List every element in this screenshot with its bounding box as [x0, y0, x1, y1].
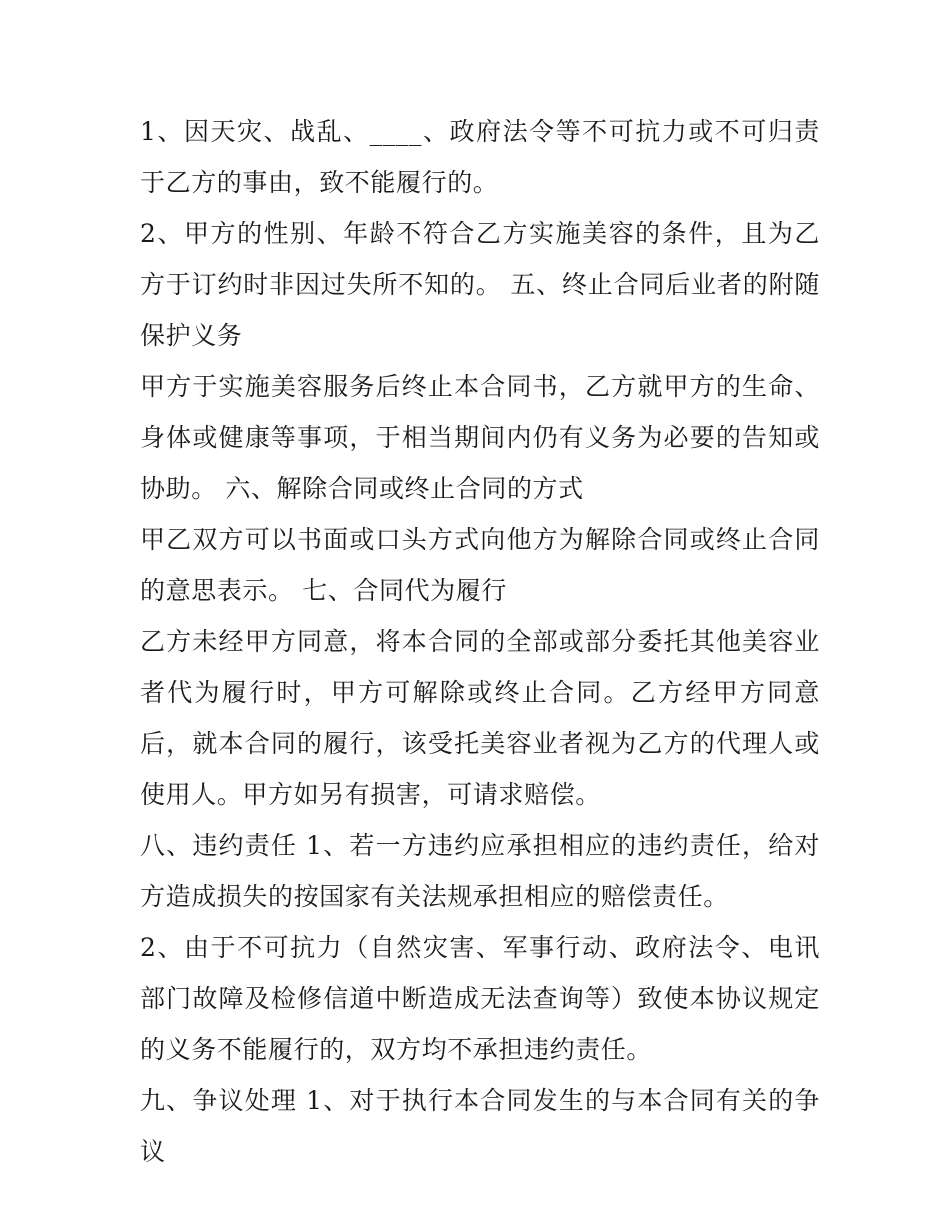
paragraph-force-majeure-exemption: 2、由于不可抗力（自然灾害、军事行动、政府法令、电讯部门故障及检修信道中断造成无法查询等）致使本协议规定的义务不能履行的，双方均不承担违约责任。	[140, 933, 820, 1064]
paragraph-force-majeure-clause: 1、因天灾、战乱、____、政府法令等不可抗力或不可归责于乙方的事由，致不能履行的。	[140, 117, 820, 197]
paragraph-post-termination-duty: 甲方于实施美容服务后终止本合同书，乙方就甲方的生命、身体或健康等事项，于相当期间内仍有义务为必要的告知或协助。 六、解除合同或终止合同的方式	[140, 372, 820, 503]
paragraph-dispute-resolution: 九、争议处理 1、对于执行本合同发生的与本合同有关的争议	[140, 1086, 820, 1166]
paragraph-termination-method: 甲乙双方可以书面或口头方式向他方为解除合同或终止合同的意思表示。 七、合同代为履行	[140, 525, 820, 605]
paragraph-substitute-performance: 乙方未经甲方同意，将本合同的全部或部分委托其他美容业者代为履行时，甲方可解除或终止合同。乙方经甲方同意后，就本合同的履行，该受托美容业者视为乙方的代理人或使用人。甲方如另有损害，可请求赔偿。	[140, 627, 820, 809]
document-body	[140, 106, 820, 1177]
paragraph-gender-age-clause: 2、甲方的性别、年龄不符合乙方实施美容的条件，且为乙方于订约时非因过失所不知的。 五、终止合同后业者的附随保护义务	[140, 219, 820, 350]
paragraph-liability-for-breach: 八、违约责任 1、若一方违约应承担相应的违约责任，给对方造成损失的按国家有关法规承担相应的赔偿责任。	[140, 831, 820, 911]
